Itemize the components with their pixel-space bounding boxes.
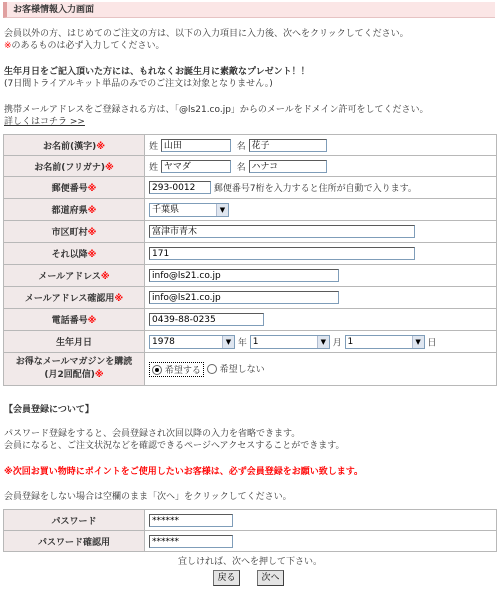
row-address xyxy=(4,243,497,265)
password-form xyxy=(3,509,497,552)
address-input[interactable]: 171 xyxy=(149,247,415,260)
row-name-kana xyxy=(4,156,497,177)
birthday-promo: 生年月日をご記入頂いた方には、もれなくお誕生月に素敵なプレゼント！！ xyxy=(4,67,310,77)
day-unit: 日 xyxy=(427,338,437,348)
year-unit: 年 xyxy=(237,338,247,348)
required-note-text: のあるものは必ず入力してください。 xyxy=(11,41,165,51)
last-name-kanji-input[interactable]: 山田 xyxy=(161,139,231,152)
row-phone xyxy=(4,309,497,331)
city-input[interactable]: 富津市青木 xyxy=(149,225,415,238)
points-warning: ※次回お買い物時にポイントをご使用したいお客様は、必ず会員登録をお願い致します。 xyxy=(4,467,364,477)
mei-label: 名 xyxy=(236,141,246,152)
label-phone: 電話番号※ xyxy=(4,309,145,331)
password-confirm-input[interactable]: ****** xyxy=(149,535,233,548)
label-birthday: 生年月日 xyxy=(4,331,145,353)
back-button[interactable]: 戻る xyxy=(213,570,240,586)
details-link-wrap xyxy=(4,116,85,128)
row-password xyxy=(4,510,497,531)
password-input[interactable]: ****** xyxy=(149,514,233,527)
details-link[interactable]: 詳しくはコチラ >> xyxy=(4,117,85,127)
submit-instruction: 宜しければ、次へを押して下さい。 xyxy=(177,557,322,567)
label-name-kana: お名前(フリガナ)※ xyxy=(4,156,145,177)
row-name-kanji xyxy=(4,135,497,156)
birth-month-select[interactable]: 1 ▼ xyxy=(250,335,330,349)
birth-day-select[interactable]: 1 ▼ xyxy=(345,335,425,349)
row-zip xyxy=(4,177,497,199)
row-email-confirm xyxy=(4,287,497,309)
magazine-no-radio[interactable] xyxy=(207,364,217,374)
label-email-confirm: メールアドレス確認用※ xyxy=(4,287,145,309)
mobile-note: 携帯メールアドレスをご登録される方は、「@ls21.co.jp」からのメールをドメイン許可をしてください。 xyxy=(4,105,429,115)
birth-year-select[interactable]: 1978 ▼ xyxy=(149,335,235,349)
sei-label: 姓 xyxy=(149,141,159,152)
skip-registration-note: 会員登録をしない場合は空欄のまま「次へ」をクリックしてください。 xyxy=(4,492,292,502)
sei-label: 姓 xyxy=(149,162,159,173)
last-name-kana-input[interactable]: ヤマダ xyxy=(161,160,231,173)
chevron-down-icon: ▼ xyxy=(317,336,329,348)
customer-info-form xyxy=(3,134,497,386)
prefecture-select[interactable]: 千葉県 ▼ xyxy=(149,203,229,217)
row-email xyxy=(4,265,497,287)
membership-text-1: パスワード登録をすると、会員登録され次回以降の入力を省略できます。 xyxy=(4,429,301,439)
row-birthday xyxy=(4,331,497,353)
email-confirm-input[interactable]: info@ls21.co.jp xyxy=(149,291,339,304)
label-password-confirm: パスワード確認用 xyxy=(4,531,145,552)
required-mark: ※ xyxy=(4,41,12,51)
label-zip: 郵便番号※ xyxy=(4,177,145,199)
row-city xyxy=(4,221,497,243)
membership-text-2: 会員になると、ご注文状況などを確認できるページへアクセスすることができます。 xyxy=(4,441,345,451)
zip-input[interactable]: 293-0012 xyxy=(149,181,211,194)
row-password-confirm xyxy=(4,531,497,552)
magazine-yes-label: 希望する xyxy=(164,365,201,376)
zip-hint: 郵便番号7桁を入力すると住所が自動で入ります。 xyxy=(213,184,417,194)
email-input[interactable]: info@ls21.co.jp xyxy=(149,269,339,282)
chevron-down-icon: ▼ xyxy=(222,336,234,348)
magazine-yes-option[interactable] xyxy=(149,362,204,377)
magazine-no-option[interactable] xyxy=(207,365,265,375)
row-prefecture xyxy=(4,199,497,221)
label-address: それ以降※ xyxy=(4,243,145,265)
label-email: メールアドレス※ xyxy=(4,265,145,287)
label-prefecture: 都道府県※ xyxy=(4,199,145,221)
intro-text: 会員以外の方、はじめてのご注文の方は、以下の入力項目に入力後、次へをクリックしてください。 xyxy=(4,29,409,39)
required-note xyxy=(4,40,165,52)
label-name-kanji: お名前(漢字)※ xyxy=(4,135,145,156)
first-name-kanji-input[interactable]: 花子 xyxy=(249,139,327,152)
chevron-down-icon: ▼ xyxy=(412,336,424,348)
magazine-yes-radio[interactable] xyxy=(152,365,162,375)
label-password: パスワード xyxy=(4,510,145,531)
page-title: お客様情報入力画面 xyxy=(13,5,95,15)
phone-input[interactable]: 0439-88-0235 xyxy=(149,313,264,326)
page-header xyxy=(3,2,495,18)
magazine-no-label: 希望しない xyxy=(219,364,265,375)
chevron-down-icon: ▼ xyxy=(216,204,228,216)
membership-heading: 【会員登録について】 xyxy=(4,405,94,415)
row-magazine xyxy=(4,353,497,386)
next-button[interactable]: 次へ xyxy=(257,570,284,586)
month-unit: 月 xyxy=(332,338,342,348)
label-city: 市区町村※ xyxy=(4,221,145,243)
label-magazine: お得なメールマガジンを購読 (月2回配信)※ xyxy=(4,353,145,386)
mei-label: 名 xyxy=(236,162,246,173)
first-name-kana-input[interactable]: ハナコ xyxy=(249,160,327,173)
trial-note: (7日間トライアルキット単品のみでのご注文は対象となりません。) xyxy=(4,79,273,89)
